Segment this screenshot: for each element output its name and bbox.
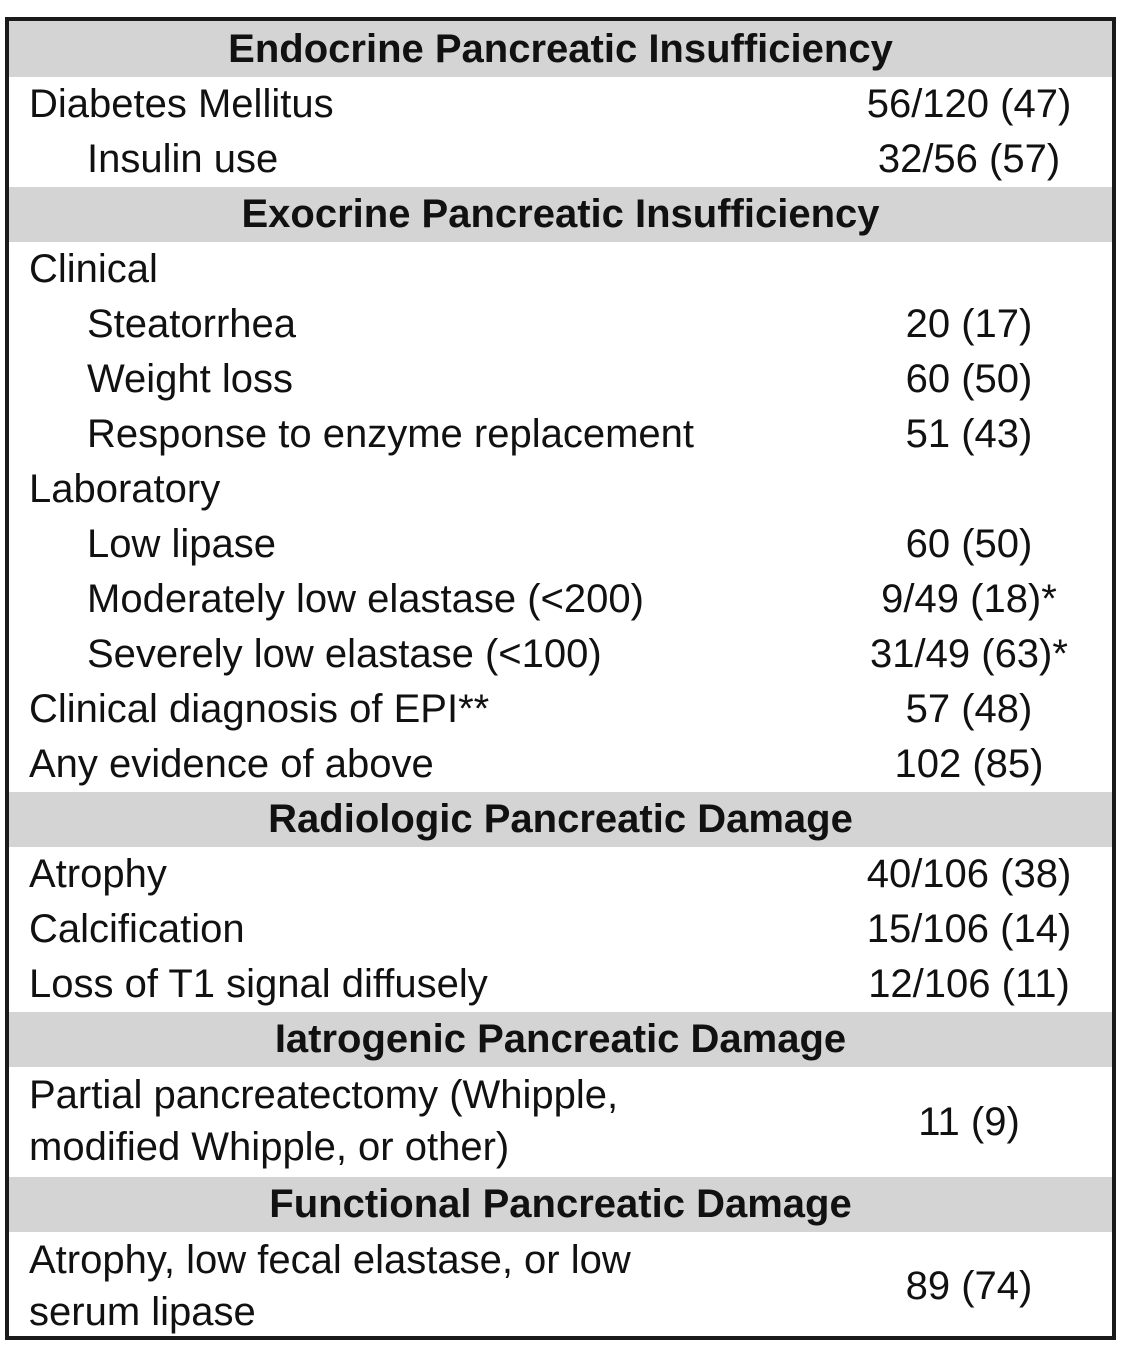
row-label: Atrophy [29, 852, 167, 896]
table-row [9, 407, 1112, 462]
row-label-line-2: serum lipase [29, 1290, 256, 1334]
row-label: Any evidence of above [29, 742, 434, 786]
row-value [769, 462, 1127, 517]
row-value: 11 (9) [918, 1099, 1020, 1144]
row-label: Clinical diagnosis of EPI** [29, 687, 490, 731]
row-label: Severely low elastase (<100) [87, 632, 602, 676]
row-value: 31/49 (63)* [870, 632, 1068, 676]
pancreatic-damage-table [5, 17, 1116, 1340]
table-row [9, 847, 1112, 902]
table-row [9, 1067, 1112, 1177]
row-label-line-2: modified Whipple, or other) [29, 1125, 510, 1169]
row-label: Steatorrhea [87, 302, 297, 346]
row-label-line-1: Atrophy, low fecal elastase, or low [29, 1238, 631, 1282]
row-label: Loss of T1 signal diffusely [29, 962, 488, 1006]
section-header-exocrine: Exocrine Pancreatic Insufficiency [9, 187, 1112, 242]
row-label: Low lipase [87, 522, 277, 566]
row-label: Moderately low elastase (<200) [87, 577, 644, 621]
section-header-iatrogenic: Iatrogenic Pancreatic Damage [9, 1012, 1112, 1067]
row-value [769, 242, 1127, 297]
row-value: 56/120 (47) [866, 82, 1072, 126]
row-label [29, 1234, 631, 1342]
row-label: Calcification [29, 907, 245, 951]
row-label-line-1: Partial pancreatectomy (Whipple, [29, 1073, 619, 1117]
table-row [9, 627, 1112, 682]
row-value: 102 (85) [894, 742, 1044, 786]
section-header-functional: Functional Pancreatic Damage [9, 1177, 1112, 1232]
row-label: Clinical [29, 247, 158, 291]
row-label: Diabetes Mellitus [29, 82, 334, 126]
table-row [9, 902, 1112, 957]
table-row [9, 1232, 1112, 1340]
table-row [9, 242, 1112, 297]
table-row [9, 462, 1112, 517]
row-value: 12/106 (11) [868, 962, 1070, 1006]
table-row [9, 77, 1112, 132]
row-value: 20 (17) [905, 302, 1033, 346]
row-label: Weight loss [87, 357, 294, 401]
row-label: Laboratory [29, 467, 221, 511]
row-value: 89 (74) [905, 1263, 1033, 1308]
row-label: Response to enzyme replacement [87, 412, 694, 456]
row-value: 15/106 (14) [866, 907, 1072, 951]
table-row [9, 352, 1112, 407]
row-value: 40/106 (38) [866, 852, 1072, 896]
row-value: 9/49 (18)* [881, 577, 1057, 621]
table-row [9, 682, 1112, 737]
section-header-endocrine: Endocrine Pancreatic Insufficiency [9, 21, 1112, 77]
table-row [9, 572, 1112, 627]
row-value: 60 (50) [905, 522, 1033, 566]
table-row [9, 132, 1112, 187]
table-row [9, 737, 1112, 792]
table-row [9, 957, 1112, 1012]
section-header-radiologic: Radiologic Pancreatic Damage [9, 792, 1112, 847]
table-row [9, 297, 1112, 352]
row-value: 51 (43) [905, 412, 1033, 456]
row-value: 32/56 (57) [877, 137, 1061, 181]
row-value: 57 (48) [905, 687, 1033, 731]
table-row [9, 517, 1112, 572]
row-label: Insulin use [87, 137, 279, 181]
row-value: 60 (50) [905, 357, 1033, 401]
row-label [29, 1069, 618, 1179]
